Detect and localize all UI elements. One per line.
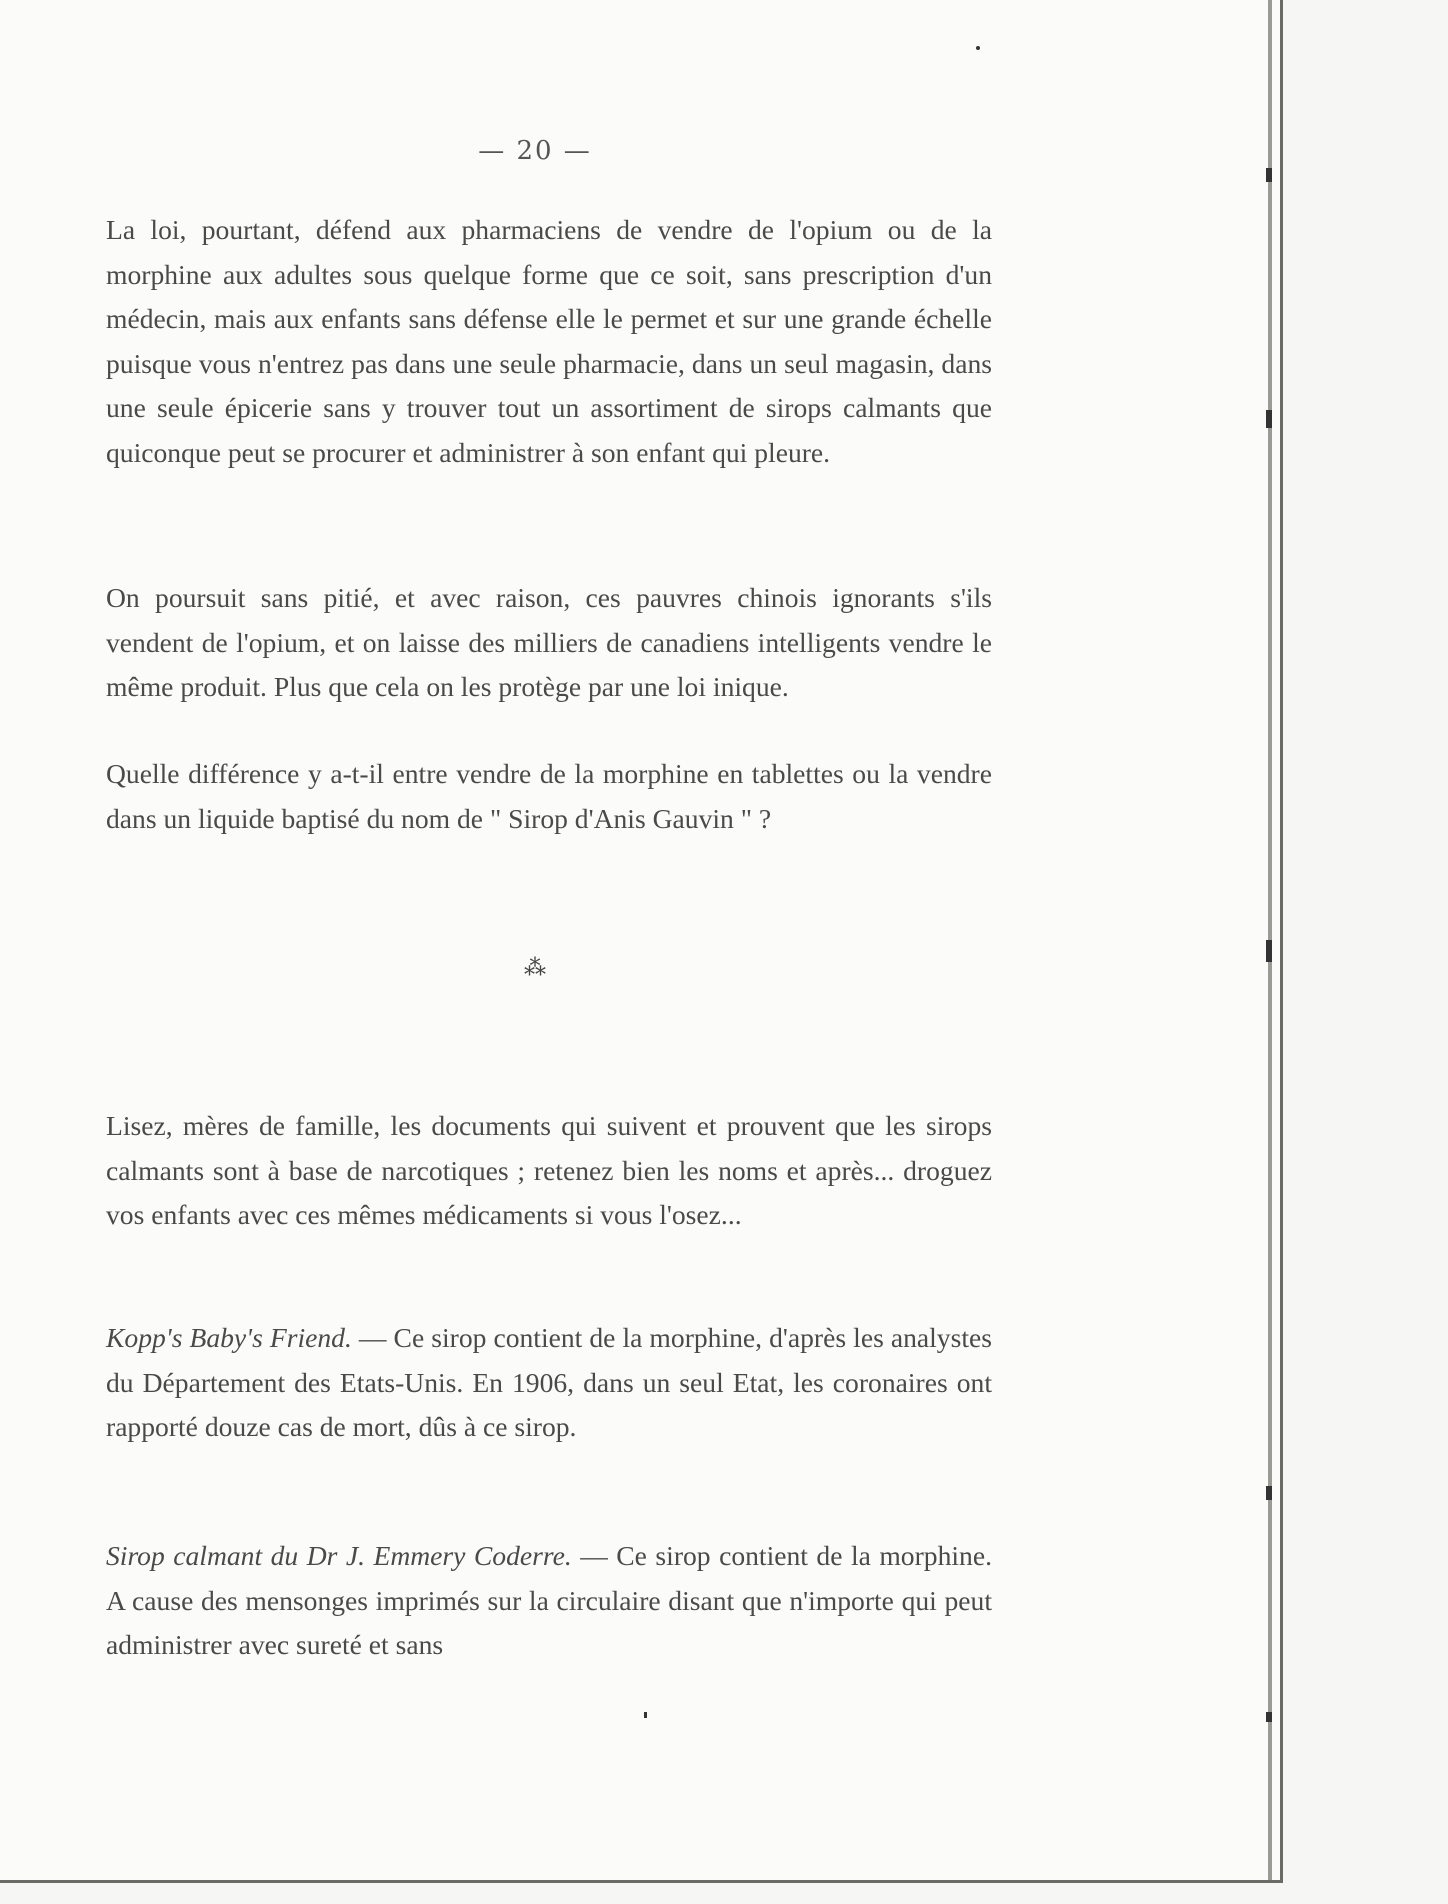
- paragraph-1-text: La loi, pourtant, défend aux pharmaciens de vendre de l'opium ou de la morphine aux adultes sous quelque forme que ce soit, sans prescription d'un médecin, mais aux enfants sans défense elle le permet et sur une grande échelle puisque vous n'entrez pas dans une seule pharmacie, dans un seul magasin, dans une seule épicerie sans y trouver tout un assortiment de sirops calmants que quiconque peut se procurer et administrer à son enfant qui pleure.: [106, 214, 992, 468]
- paragraph-4-text: Lisez, mères de famille, les documents qui suivent et prouvent que les sirops calmants sont à base de narcotiques ; retenez bien les noms et après... droguez vos enfants avec ces mêmes médicaments si vous l'osez...: [106, 1110, 992, 1230]
- paragraph-1: [106, 208, 992, 475]
- paragraph-5-body: — Ce sirop contient de la morphine, d'après les analystes du Département des Etats-Unis. En 1906, dans un seul Etat, les coronaires ont rapporté douze cas de mort, dûs à ce sirop.: [106, 1322, 992, 1442]
- paragraph-5: [106, 1316, 992, 1450]
- paragraph-6-lead: Sirop calmant du Dr J. Emmery Coderre.: [106, 1540, 572, 1571]
- page-number: — 20 —: [478, 136, 592, 166]
- paragraph-2: [106, 576, 992, 710]
- binding-mark: [1266, 940, 1272, 962]
- binding-mark: [1266, 410, 1272, 428]
- paragraph-2-text: On poursuit sans pitié, et avec raison, ces pauvres chinois ignorants s'ils vendent de l'opium, et on laisse des milliers de canadiens intelligents vendre le même produit. Plus que cela on les protège par une loi inique.: [106, 582, 992, 702]
- section-asterism: ⁂: [524, 956, 546, 981]
- binding-mark: [1266, 168, 1272, 182]
- speck: [644, 1712, 647, 1718]
- paragraph-5-lead: Kopp's Baby's Friend.: [106, 1322, 352, 1353]
- paragraph-4: [106, 1104, 992, 1238]
- paragraph-6-text: [106, 1534, 992, 1668]
- paragraph-6: [106, 1534, 992, 1668]
- paragraph-6-body: — Ce sirop contient de la morphine. A cause des mensonges imprimés sur la circulaire disant que n'importe qui peut administrer avec sureté et sans: [106, 1540, 992, 1660]
- paragraph-5-text: [106, 1316, 992, 1450]
- speck: [976, 46, 980, 50]
- paragraph-3: [106, 752, 992, 841]
- binding-mark: [1266, 1486, 1272, 1500]
- binding-mark: [1266, 1712, 1272, 1722]
- paragraph-3-text: Quelle différence y a-t-il entre vendre de la morphine en tablettes ou la vendre dans un liquide baptisé du nom de " Sirop d'Anis Gauvin " ?: [106, 758, 992, 834]
